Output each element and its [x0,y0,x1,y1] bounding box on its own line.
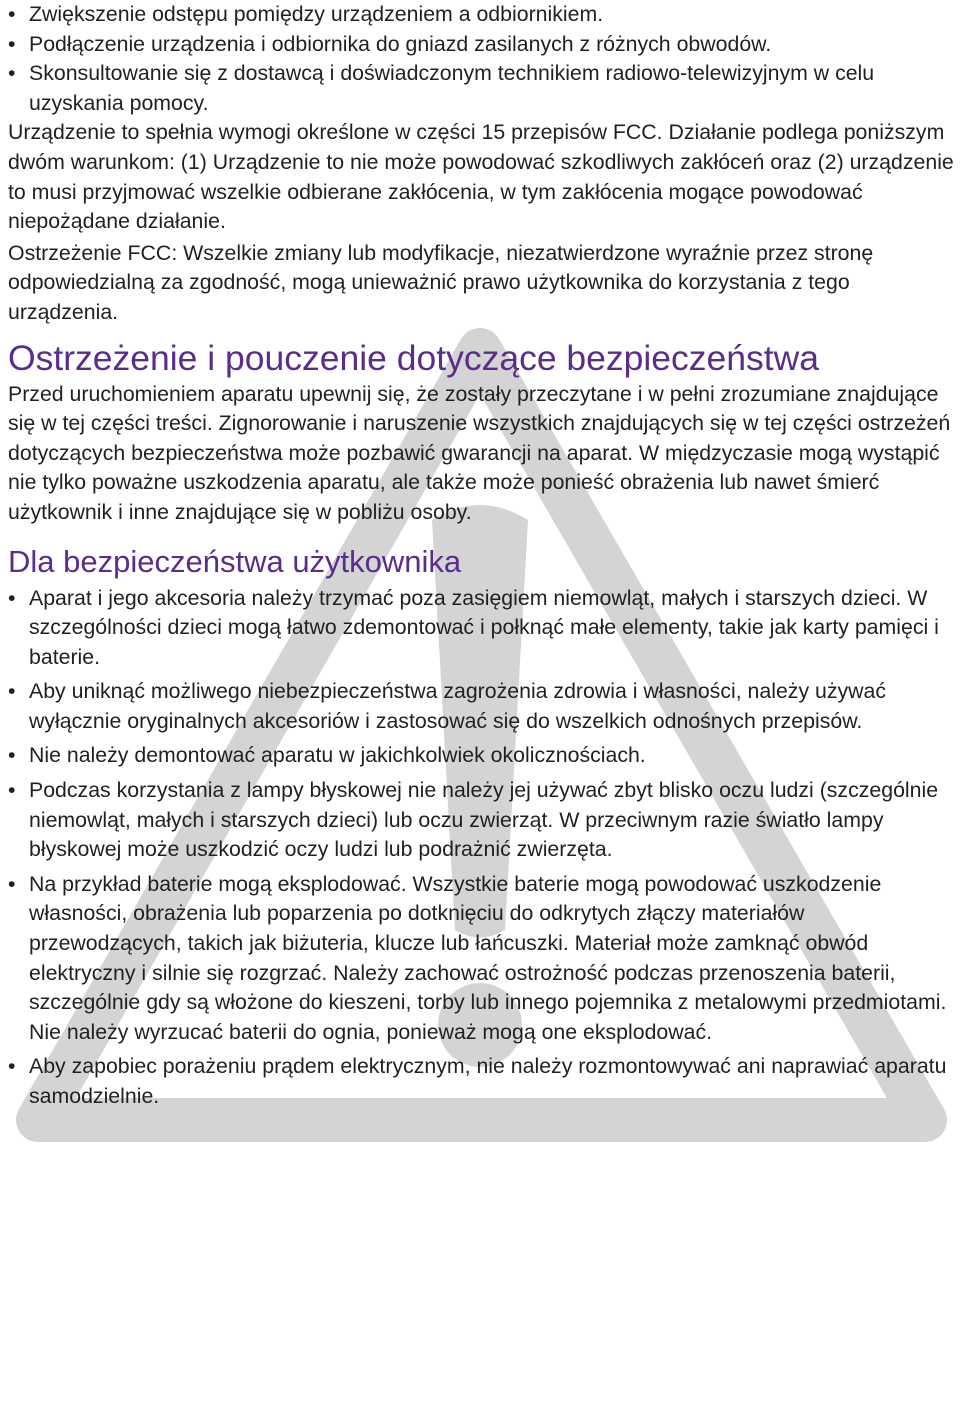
list-item: • Nie należy demontować aparatu w jakichkolwiek okolicznościach. [8,741,954,771]
user-safety-heading: Dla bezpieczeństwa użytkownika [8,543,462,579]
top-bullet-list [8,0,954,118]
list-item: • Aparat i jego akcesoria należy trzymać poza zasięgiem niemowląt, małych i starszych dzieci. W szczególności dzieci mogą łatwo zdemontować i połknąć małe elementy, takie jak karty pamięci i baterie. [8,584,954,673]
list-item: • Podłączenie urządzenia i odbiornika do gniazd zasilanych z różnych obwodów. [8,30,954,60]
safety-intro-paragraph: Przed uruchomieniem aparatu upewnij się, że zostały przeczytane i w pełni zrozumiane znajdujące się w tej części treści. Zignorowanie i naruszenie wszystkich znajdujących się w tej części ostrzeżeń dotyczących bezpieczeństwa może pozbawić gwarancji na aparat. W międzyczasie mogą wystąpić nie tylko poważne uszkodzenia aparatu, ale także może ponieść obrażenia lub nawet śmierć użytkownik i inne znajdujące się w pobliżu osoby. [8,381,951,524]
document-page [8,0,954,1117]
user-safety-list [8,584,954,1112]
list-item: • Na przykład baterie mogą eksplodować. Wszystkie baterie mogą powodować uszkodzenie własności, obrażenia lub poparzenia po dotknięciu do odkrytych złączy materiałów przewodzących, takich jak biżuteria, klucze lub łańcuszki. Materiał może zamknąć obwód elektryczny i silnie się rozgrzać. Należy zachować ostrożność podczas przenoszenia baterii, szczególnie gdy są włożone do kieszeni, torby lub innego pojemnika z metalowymi przedmiotami. Nie należy wyrzucać baterii do ognia, ponieważ mogą one eksplodować. [8,870,954,1048]
list-item: • Aby zapobiec porażeniu prądem elektrycznym, nie należy rozmontowywać ani naprawiać aparatu samodzielnie. [8,1052,954,1111]
fcc-compliance-paragraph: Urządzenie to spełnia wymogi określone w części 15 przepisów FCC. Działanie podlega poniższym dwóm warunkom: (1) Urządzenie to nie może powodować szkodliwych zakłóceń oraz (2) urządzenie to musi przyjmować wszelkie odbierane zakłócenia, w tym zakłócenia mogące powodować niepożądane działanie. [8,120,954,234]
list-item: • Aby uniknąć możliwego niebezpieczeństwa zagrożenia zdrowia i własności, należy używać wyłącznie oryginalnych akcesoriów i zastosować się do wszelkich odnośnych przepisów. [8,677,954,736]
safety-heading: Ostrzeżenie i pouczenie dotyczące bezpieczeństwa [8,337,820,378]
list-item: • Podczas korzystania z lampy błyskowej nie należy jej używać zbyt blisko oczu ludzi (szczególnie niemowląt, małych i starszych dzieci) lub oczu zwierząt. W przeciwnym razie światło lampy błyskowej może uszkodzić oczy ludzi lub podrażnić zwierzęta. [8,776,954,865]
fcc-warning-paragraph: Ostrzeżenie FCC: Wszelkie zmiany lub modyfikacje, niezatwierdzone wyraźnie przez stronę odpowiedzialną za zgodność, mogą unieważnić prawo użytkownika do korzystania z tego urządzenia. [8,240,874,324]
list-item: • Skonsultowanie się z dostawcą i doświadczonym technikiem radiowo-telewizyjnym w celu uzyskania pomocy. [8,59,954,118]
list-item: • Zwiększenie odstępu pomiędzy urządzeniem a odbiornikiem. [8,0,954,30]
